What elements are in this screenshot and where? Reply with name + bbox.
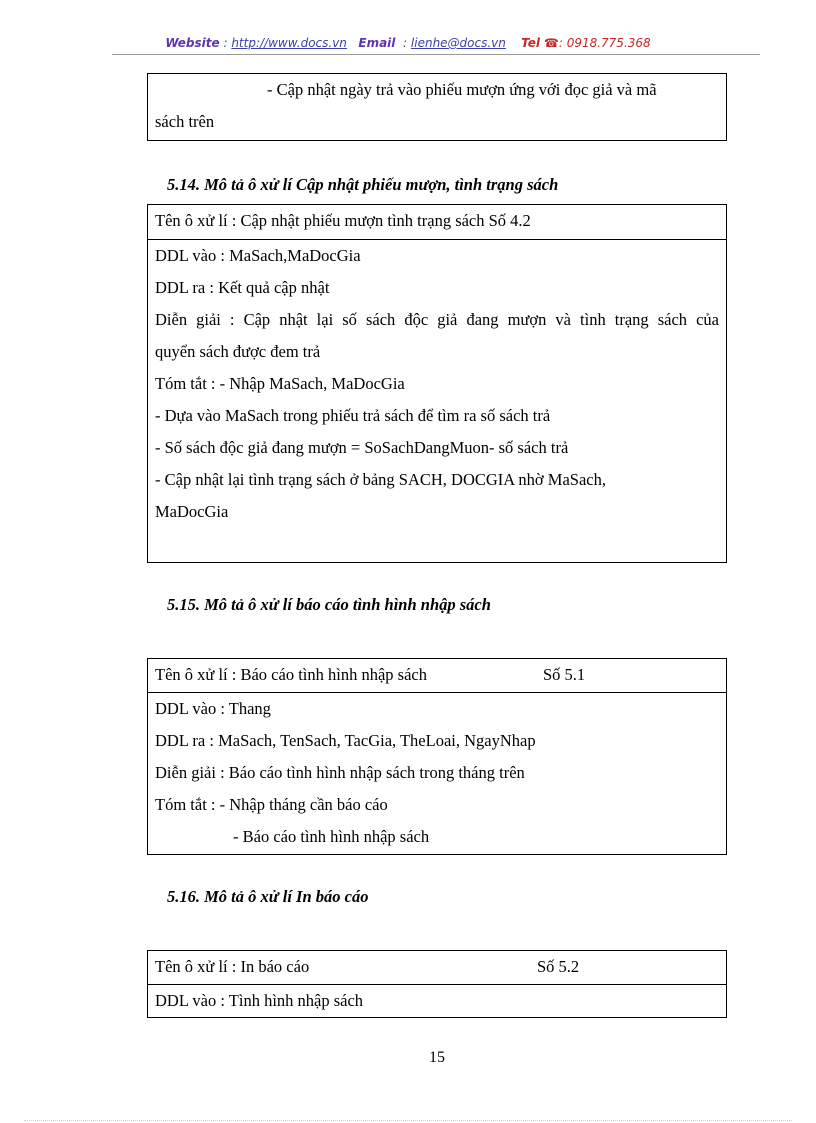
summary-line-3: - Số sách độc giả đang mượn = SoSachDangMuon- số sách trả (155, 438, 569, 457)
continuation-line-2: sách trên (155, 112, 215, 131)
process-name-line (155, 659, 719, 691)
tel-value: 0918.775.368 (566, 36, 651, 50)
process-name-row (148, 951, 726, 984)
description-line-1: Diễn giải : Cập nhật lại số sách độc giả đang mượn và tình trạng sách của (155, 310, 719, 329)
process-detail-row (148, 692, 726, 853)
continuation-line-1: - Cập nhật ngày trả vào phiếu mượn ứng với đọc giả và mã (267, 80, 657, 99)
email-separator: : (399, 36, 411, 50)
process-name-row (148, 205, 726, 239)
ddl-in: DDL vào : Thang (155, 699, 271, 718)
process-name-line (155, 951, 719, 983)
ddl-in: DDL vào : MaSach,MaDocGia (155, 246, 361, 265)
website-link[interactable]: http://www.docs.vn (231, 36, 347, 50)
summary-line-4: - Cập nhật lại tình trạng sách ở bảng SACH, DOCGIA nhờ MaSach, (155, 470, 606, 489)
website-separator: : (219, 36, 232, 50)
tel-separator: : (558, 36, 567, 50)
process-code: Số 5.2 (537, 957, 580, 976)
email-link[interactable]: lienhe@docs.vn (410, 36, 506, 50)
summary-line-1: Tóm tắt : - Nhập tháng cần báo cáo (155, 795, 388, 814)
process-name-row (148, 659, 726, 692)
section-heading-5-15: 5.15. Mô tả ô xử lí báo cáo tình hình nhập sách (167, 595, 491, 614)
description-line-2: quyển sách được đem trả (155, 342, 321, 361)
bottom-divider (24, 1120, 792, 1121)
summary-line-2: - Dựa vào MaSach trong phiếu trả sách để tìm ra số sách trả (155, 406, 551, 425)
process-name: Tên ô xử lí : Cập nhật phiếu mượn tình trạng sách Số 4.2 (155, 211, 531, 230)
section-heading-5-16: 5.16. Mô tả ô xử lí In báo cáo (167, 887, 369, 906)
tel-label: Tel (521, 36, 541, 50)
page-header (0, 36, 816, 50)
continuation-box (147, 73, 727, 141)
process-table-5-15 (147, 658, 727, 855)
process-code: Số 5.1 (543, 665, 586, 684)
phone-icon: ☎ (543, 36, 559, 50)
section-heading-5-14: 5.14. Mô tả ô xử lí Cập nhật phiếu mượn, tình trạng sách (167, 175, 559, 194)
process-table-5-14 (147, 204, 727, 563)
ddl-in: DDL vào : Tình hình nhập sách (155, 991, 364, 1010)
process-name: Tên ô xử lí : Báo cáo tình hình nhập sách (155, 665, 427, 684)
process-detail-row (148, 984, 726, 1017)
summary-line-2: - Báo cáo tình hình nhập sách (233, 827, 430, 846)
continuation-row (148, 74, 726, 138)
description-line-1: Diễn giải : Báo cáo tình hình nhập sách trong tháng trên (155, 763, 525, 782)
process-table-5-16 (147, 950, 727, 1018)
header-divider (112, 54, 760, 55)
process-detail-row (148, 239, 726, 528)
ddl-out: DDL ra : MaSach, TenSach, TacGia, TheLoai, NgayNhap (155, 731, 536, 750)
summary-line-5: MaDocGia (155, 502, 229, 521)
summary-line-1: Tóm tắt : - Nhập MaSach, MaDocGia (155, 374, 405, 393)
page-number: 15 (429, 1049, 445, 1066)
process-name: Tên ô xử lí : In báo cáo (155, 957, 310, 976)
email-label: Email (358, 36, 396, 50)
website-label: Website (165, 36, 220, 50)
ddl-out: DDL ra : Kết quả cập nhật (155, 278, 330, 297)
